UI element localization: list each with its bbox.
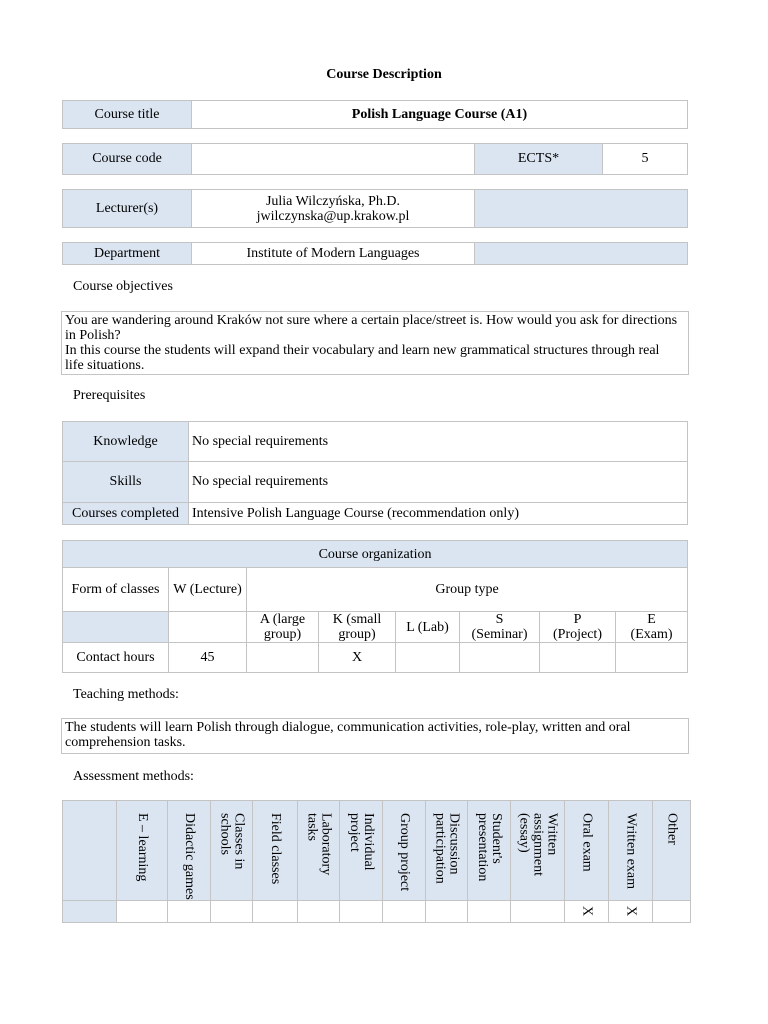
group-k-line2: group)	[338, 627, 376, 642]
group-k-line1: K (small	[332, 612, 382, 627]
assessment-header	[340, 801, 383, 901]
assessment-header	[211, 801, 253, 901]
lecturer-value	[192, 190, 475, 228]
header-individual-project: project	[347, 813, 362, 852]
contact-hours-e	[616, 643, 688, 673]
header-classes-in-schools: schools	[217, 813, 233, 855]
assessment-cell	[211, 900, 253, 922]
teaching-line: The students will learn Polish through dialogue, communication activities, role-play, written and oral	[65, 720, 631, 735]
group-s-line1: S	[495, 612, 504, 627]
header-other: Other	[664, 813, 680, 845]
department-blank	[475, 243, 688, 265]
assessment-header	[468, 801, 511, 901]
assessment-header	[298, 801, 340, 901]
header-discussion-participation: Discussion	[446, 813, 462, 875]
contact-hours-s	[460, 643, 540, 673]
header-e-learning: E – learning	[135, 813, 150, 882]
header-student-presentation: Student's	[489, 813, 504, 864]
group-p-line1: P	[573, 612, 582, 627]
lecturer-email: jwilczynska@up.krakow.pl	[256, 208, 410, 224]
lecturer-blank	[475, 190, 688, 228]
assessment-cell	[298, 900, 340, 922]
assessment-cell	[117, 900, 168, 922]
assessment-cell	[383, 900, 426, 922]
course-code-label: Course code	[63, 144, 192, 175]
group-e-line1: E	[647, 612, 656, 627]
assessment-cell	[426, 900, 468, 922]
group-l-header: L (Lab)	[396, 612, 460, 643]
header-student-presentation: presentation	[475, 813, 490, 882]
course-title-table	[62, 100, 688, 129]
assessment-cell	[653, 900, 691, 922]
group-a-line2: group)	[263, 627, 302, 642]
course-code-table	[62, 143, 688, 175]
assessment-corner	[63, 801, 117, 901]
header-didactic-games: Didactic games	[182, 813, 197, 900]
courses-completed-label: Courses completed	[63, 503, 189, 525]
group-s-line2: (Seminar)	[471, 627, 528, 642]
assessment-header	[426, 801, 468, 901]
assessment-cell-written-exam	[609, 900, 653, 922]
assessment-header	[653, 801, 691, 901]
assessment-cell	[340, 900, 383, 922]
page-title: Course Description	[326, 67, 442, 82]
assessment-header	[609, 801, 653, 901]
group-k-header	[319, 612, 396, 643]
assessment-header	[565, 801, 609, 901]
form-of-classes-label: Form of classes	[63, 568, 169, 612]
assessment-methods-label: Assessment methods:	[73, 769, 194, 784]
header-oral-exam: Oral exam	[579, 813, 595, 872]
course-title-label: Course title	[63, 101, 192, 129]
group-type-label: Group type	[247, 568, 688, 612]
assessment-header	[168, 801, 211, 901]
prerequisites-label: Prerequisites	[73, 388, 146, 403]
group-header-blank	[169, 612, 247, 643]
contact-hours-k: X	[319, 643, 396, 673]
assessment-header	[117, 801, 168, 901]
objectives-line: life situations.	[65, 358, 145, 373]
assessment-header	[253, 801, 298, 901]
group-p-header	[540, 612, 616, 643]
assessment-cell	[468, 900, 511, 922]
ects-label: ECTS*	[475, 144, 603, 175]
header-discussion-participation: participation	[432, 813, 448, 884]
header-laboratory-tasks: Laboratory	[318, 813, 334, 876]
group-e-line2: (Exam)	[630, 627, 673, 642]
header-group-project: Group project	[397, 813, 412, 892]
skills-value: No special requirements	[189, 462, 688, 503]
objectives-line: In this course the students will expand their vocabulary and learn new grammatical structures through real	[65, 343, 660, 358]
group-p-line2: (Project)	[553, 627, 602, 642]
skills-label: Skills	[63, 462, 189, 503]
ects-value: 5	[603, 144, 688, 175]
objectives-line: in Polish?	[65, 328, 121, 343]
group-a-header	[247, 612, 319, 643]
courses-completed-value: Intensive Polish Language Course (recommendation only)	[189, 503, 688, 525]
oral-exam-mark: X	[579, 906, 595, 917]
organization-title: Course organization	[63, 541, 688, 568]
header-individual-project: Individual	[361, 813, 376, 871]
contact-hours-w: 45	[169, 643, 247, 673]
assessment-header	[511, 801, 565, 901]
header-laboratory-tasks: tasks	[304, 813, 320, 841]
header-written-assignment: Written	[544, 813, 560, 856]
lecturer-label: Lecturer(s)	[63, 190, 192, 228]
assessment-cell	[168, 900, 211, 922]
header-written-assignment: assignment	[530, 813, 546, 876]
objectives-text	[61, 311, 689, 375]
knowledge-value: No special requirements	[189, 422, 688, 462]
lecturer-name: Julia Wilczyńska, Ph.D.	[265, 193, 401, 209]
teaching-methods-text	[61, 718, 689, 754]
contact-hours-a	[247, 643, 319, 673]
course-title-value: Polish Language Course (A1)	[192, 101, 688, 129]
teaching-line: comprehension tasks.	[65, 735, 186, 750]
department-table	[62, 242, 688, 265]
header-written-exam: Written exam	[623, 813, 639, 890]
contact-hours-label: Contact hours	[63, 643, 169, 673]
assessment-cell	[511, 900, 565, 922]
course-code-value	[192, 144, 475, 175]
contact-hours-p	[540, 643, 616, 673]
written-exam-mark: X	[623, 906, 639, 917]
assessment-cell	[253, 900, 298, 922]
group-a-line1: A (large	[259, 612, 306, 627]
lecturer-table	[62, 189, 688, 228]
assessment-header	[383, 801, 426, 901]
department-label: Department	[63, 243, 192, 265]
organization-table	[62, 540, 688, 673]
assessment-table	[62, 800, 691, 923]
objectives-label: Course objectives	[73, 279, 173, 294]
prerequisites-table	[62, 421, 688, 525]
group-e-header	[616, 612, 688, 643]
contact-hours-l	[396, 643, 460, 673]
header-field-classes: Field classes	[268, 813, 283, 885]
department-value: Institute of Modern Languages	[192, 243, 475, 265]
assessment-cell-oral-exam	[565, 900, 609, 922]
header-written-assignment: (essay)	[516, 813, 532, 853]
header-classes-in-schools: Classes in	[231, 813, 247, 870]
teaching-methods-label: Teaching methods:	[73, 687, 179, 702]
objectives-line: You are wandering around Kraków not sure where a certain place/street is. How would you ask for directions	[65, 313, 678, 328]
assessment-row-label	[63, 900, 117, 922]
group-header-blank	[63, 612, 169, 643]
lecture-label: W (Lecture)	[169, 568, 247, 612]
group-s-header	[460, 612, 540, 643]
knowledge-label: Knowledge	[63, 422, 189, 462]
